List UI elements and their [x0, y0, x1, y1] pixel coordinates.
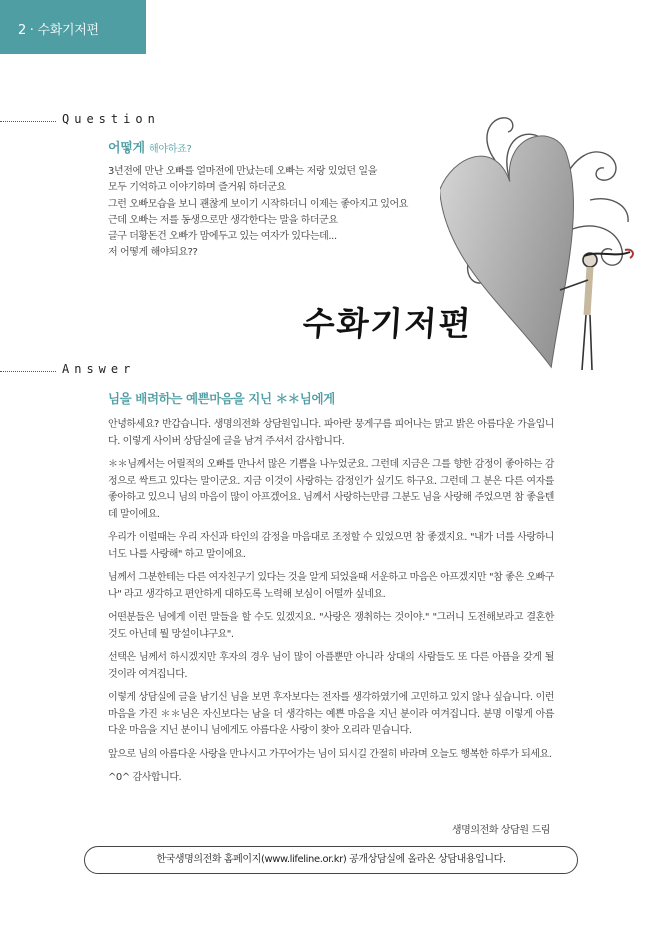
- figure-icon: [560, 250, 633, 370]
- question-line: 3년전에 만난 오빠를 얼마전에 만났는데 오빠는 저랑 있었던 일을: [108, 166, 377, 177]
- question-label: Question: [62, 112, 160, 126]
- answer-paragraph: ^0^ 감사합니다.: [108, 772, 182, 783]
- answer-body: [108, 417, 554, 794]
- answer-paragraph: 어떤분들은 님에게 이런 말들을 할 수도 있겠지요. "사랑은 쟁취하는 것이야." "그러니 도전해보라고 결혼한 것도 아닌데 뭘 망설이냐구요".: [108, 612, 554, 640]
- answer-paragraph: 앞으로 님의 아름다운 사랑을 만나시고 가꾸어가는 님이 되시길 간절히 바라며 오늘도 행복한 하루가 되세요.: [108, 748, 552, 760]
- question-rule: [0, 121, 56, 122]
- answer-paragraph: 이렇게 상담실에 글을 남기신 님을 보면 후자보다는 전자를 생각하였기에 고민하고 있지 않나 싶습니다. 이런 마음을 가진 ＊＊님은 자신보다는 남을 더 생각하는 예쁜 마음을 지닌 분이라 여겨집니다. 분명 이렇게 아름다운 마음을 지닌 분이니 님에게도 아름다운 사랑이 찾아 오리라 믿습니다.: [108, 692, 554, 736]
- brush-title: 수화기저편: [301, 304, 474, 343]
- answer-paragraph: 선택은 님께서 하시겠지만 후자의 경우 님이 많이 아플뿐만 아니라 상대의 사람들도 또 다른 아픔을 갖게 될 것이라 여겨집니다.: [108, 652, 554, 680]
- answer-label: Answer: [62, 362, 136, 376]
- answer-paragraph: 우리가 이럴때는 우리 자신과 타인의 감정을 마음대로 조정할 수 있었으면 참 좋겠지요. "내가 너를 사랑하니 너도 나를 사랑해" 하고 말이에요.: [108, 532, 554, 560]
- question-line: 저 어떻게 해야되요??: [108, 247, 198, 259]
- section-tab-label: 2 · 수화기저편: [18, 23, 99, 38]
- question-line: 글구 더황돈건 오빠가 맘에두고 있는 여자가 있다는데...: [108, 231, 337, 243]
- answer-title: 님을 배려하는 예쁜마음을 지닌 ＊＊님에게: [108, 391, 335, 406]
- answer-paragraph: 님께서 그분한테는 다른 여자친구기 있다는 것을 알게 되었을때 서운하고 마음은 아프겠지만 "참 좋은 오빠구나" 라고 생각하고 편안하게 대하도록 노력해 보심이 어떨까 싶네요.: [108, 572, 554, 600]
- question-title-small: 해야하죠?: [149, 144, 192, 155]
- signature: 생명의전화 상담원 드림: [451, 825, 550, 836]
- answer-paragraph: 안녕하세요? 반갑습니다. 생명의전화 상담원입니다. 파아란 뭉게구름 피어나는 맑고 밝은 아름다운 가을입니다. 이렇게 사이버 상담실에 글을 남겨 주셔서 감사합니다.: [108, 419, 554, 447]
- answer-rule: [0, 371, 56, 372]
- heart-illustration: [440, 100, 640, 390]
- question-line: 모두 기억하고 이야기하며 즐거워 하더군요: [108, 182, 286, 194]
- question-body: [108, 164, 448, 262]
- source-note: 한국생명의전화 홈페이지(www.lifeline.or.kr) 공개상담실에 올라온 상담내용입니다.: [84, 846, 578, 874]
- section-tab: [0, 0, 146, 54]
- question-line: 근데 오빠는 저를 동생으로만 생각한다는 말을 하더군요: [108, 214, 338, 226]
- question-line: 그런 오빠모습을 보니 괜찮게 보이기 시작하더니 이제는 좋아지고 있어요: [108, 198, 409, 210]
- question-title: [108, 137, 191, 156]
- question-title-main: 어떻게: [108, 141, 145, 156]
- answer-paragraph: ＊＊님께서는 어릴적의 오빠를 만나서 많은 기쁨을 나누었군요. 그런데 지금은 그를 향한 감정이 좋아하는 감정으로 싹트고 있다는 말이군요. 지금 이것이 사랑하는 감정인가 싶기도 하구요. 그런데 그 분은 다른 여자를 좋아하고 있으니 님의 마음이 많이 아프겠어요. 님께서 사랑하는만큼 그분도 님을 사랑해 주었으면 참 좋을텐데 말이에요.: [108, 459, 554, 520]
